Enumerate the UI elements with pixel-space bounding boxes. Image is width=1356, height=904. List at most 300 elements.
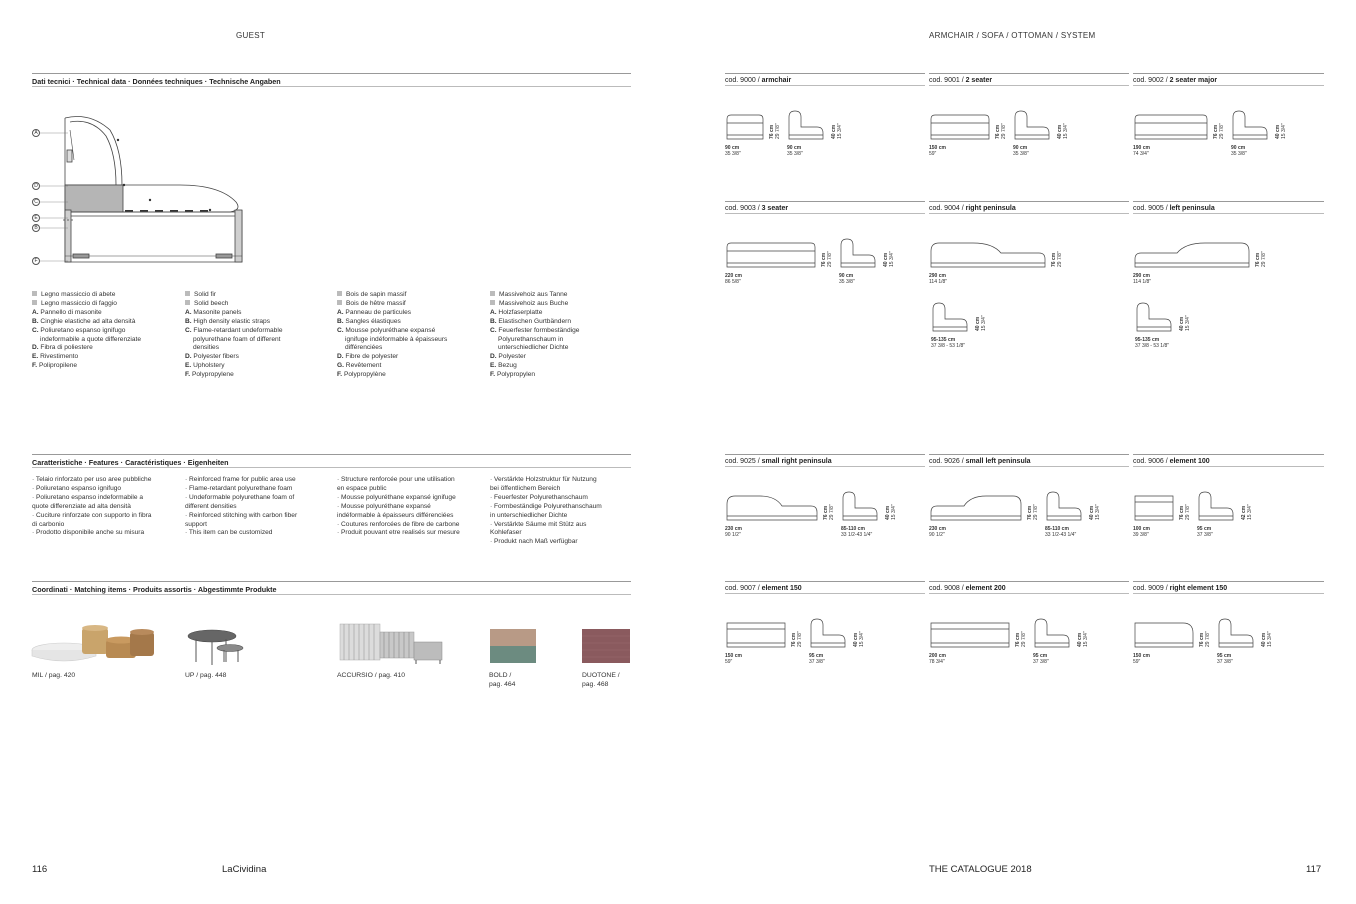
component-text: Holzfaserplatte [496,308,543,316]
component-text: Polypropylène [342,371,386,379]
feature-line: · Mousse polyuréthane expansé [337,502,431,510]
technical-data-line [32,291,141,300]
product-code-number: cod. 9007 / [725,585,762,592]
product-name: small right peninsula [761,458,832,465]
depth-inches: 37 3/8" [809,659,825,665]
component-text: High density elastic straps [191,317,271,325]
product-name: 2 seater major [1169,77,1218,84]
component-text: unterschiedlicher Dichte [498,344,569,352]
width-cm: 290 cm [929,273,946,279]
matching-item-label[interactable]: ACCURSIO / pag. 410 [337,672,405,679]
width-inches: 35 3/8" [725,151,741,157]
width-cm: 90 cm [725,145,740,151]
product-code [929,77,992,84]
feature-line: di carbonio [32,520,65,528]
sofa-outline-drawing [1133,237,1251,269]
depth-cm: 95-135 cm [1135,337,1160,343]
feature-line: · Poliuretano espanso indeformabile a [32,493,144,501]
technical-data-line [490,300,579,309]
component-text: Massivehoiz aus Buche [499,299,569,307]
width-inches: 39 3/8" [1133,532,1149,538]
left-page-header: GUEST [236,31,266,40]
width-cm: 190 cm [1133,145,1150,151]
width-cm: 150 cm [1133,653,1150,659]
component-text: Panneau de particules [343,308,412,316]
product-code [929,205,1016,212]
component-text: Masonite panels [191,308,242,316]
height-dimension [1051,251,1063,267]
height-cm: 76 cm [821,252,827,267]
component-text: Bezug [496,362,517,370]
technical-data-line [337,300,447,309]
component-key: G. [337,362,344,370]
feature-line: Kohlefaser [490,529,522,537]
width-inches: 86 5/8" [725,279,741,285]
feature-line: · Produkt nach Maß verfügbar [490,538,578,546]
width-dimension [725,145,741,157]
component-text: polyurethane foam of different [193,335,281,343]
feature-line: · Flame-retardant polyurethane foam [185,484,293,492]
technical-data-line [32,309,141,318]
depth-cm: 90 cm [1013,145,1028,151]
height-cm: 76 cm [1199,632,1205,647]
seat-height-cm: 40 cm [885,505,891,520]
catalogue-title: THE CATALOGUE 2018 [929,864,1032,875]
divider [1133,85,1324,86]
product-code [929,458,1031,465]
marker-e: E [32,214,40,222]
technical-data-line [337,353,447,362]
component-text: Poliuretano espanso ignifugo [38,326,126,334]
matching-item-label[interactable] [489,671,515,689]
technical-data-column [337,291,447,380]
divider [725,466,925,467]
sofa-outline-drawing [809,617,849,649]
component-key: D. [185,353,192,361]
height-cm: 76 cm [995,124,1001,139]
depth-dimension [1197,526,1213,538]
product-code-number: cod. 9008 / [929,585,966,592]
depth-inches: 37 3/8" [1217,659,1233,665]
component-text: Feuerfester formbeständige [496,326,580,334]
sofa-outline-drawing [1135,301,1175,333]
divider [929,581,1129,582]
product-code-number: cod. 9002 / [1133,77,1170,84]
depth-dimension [787,145,803,157]
seat-height-cm: 40 cm [1179,316,1185,331]
width-inches: 90 1/2" [929,532,945,538]
component-key: F. [337,371,343,379]
width-cm: 220 cm [725,273,742,279]
divider [725,73,925,74]
technical-data-line [490,353,579,362]
height-cm: 76 cm [1213,124,1219,139]
height-inches: 29 7/8" [1205,631,1211,647]
depth-inches: 33 1/2-43 1/4" [1045,532,1077,538]
sofa-outline-drawing [1133,109,1209,141]
product-name: left peninsula [1169,205,1215,212]
bold-product-image [489,628,537,664]
component-text: ignifuge indéformable à épaisseurs [345,335,448,343]
feature-line: · Formbeständige Polyurethanschaum [490,502,602,510]
product-code [929,585,1006,592]
component-text: Polyester fibers [191,353,239,361]
height-cm: 76 cm [1255,252,1261,267]
divider [725,581,925,582]
component-key: D. [32,344,39,352]
product-code [725,458,832,465]
seat-height-inches: 15 3/4" [1267,631,1273,647]
feature-line: · Produit pouvant etre realisés sur mesure [337,529,460,537]
seat-height-cm: 40 cm [853,632,859,647]
depth-inches: 37 3/8" [1197,532,1213,538]
depth-cm: 95-135 cm [931,337,956,343]
technical-data-line [185,371,283,380]
material-swatch-icon [490,291,495,296]
height-inches: 29 7/8" [827,251,833,267]
accursio-product-image [336,620,446,666]
matching-items-title: Coordinati · Matching items · Produits assortis · Abgestimmte Produkte [32,585,277,594]
seat-height-inches: 15 3/4" [1063,123,1069,139]
divider [32,467,631,468]
seat-height-inches: 15 3/4" [889,251,895,267]
technical-data-line [185,353,283,362]
divider [929,466,1129,467]
product-code [1133,77,1217,84]
depth-cm: 90 cm [1231,145,1246,151]
seat-height-inches: 15 3/4" [1185,315,1191,331]
technical-data-line [490,327,579,336]
technical-data-column [490,291,579,380]
depth-dimension [1135,337,1169,349]
material-swatch-icon [337,291,342,296]
depth-cm: 95 cm [1033,653,1048,659]
divider [1133,581,1324,582]
divider [1133,213,1324,214]
width-dimension [1133,273,1151,285]
feature-line: · Feuerfester Polyurethanschaum [490,493,588,501]
divider [929,85,1129,86]
seat-height-dimension [1089,504,1101,520]
component-key: E. [490,362,497,370]
divider [929,213,1129,214]
height-inches: 29 7/8" [1057,251,1063,267]
component-text: différenciées [345,344,383,352]
technical-data-line [32,318,141,327]
seat-height-cm: 40 cm [975,316,981,331]
height-dimension [1255,251,1267,267]
component-text: Bois de sapin massif [346,291,407,298]
feature-line: in unterschiedlicher Dichte [490,511,568,519]
matching-item-label-line2: pag. 468 [582,681,609,688]
component-text: Polipropilene [37,362,78,370]
product-name: 2 seater [965,77,993,84]
seat-height-dimension [853,631,865,647]
depth-dimension [1033,653,1049,665]
product-name: 3 seater [761,205,789,212]
technical-data-line [337,362,447,371]
marker-f: F [32,257,40,265]
seat-height-inches: 15 3/4" [859,631,865,647]
right-page-header: ARMCHAIR / SOFA / OTTOMAN / SYSTEM [929,31,1096,40]
component-text: Bois de hêtre massif [346,299,406,307]
technical-data-title: Dati tecnici · Technical data · Données techniques · Technische Angaben [32,77,281,86]
component-text: Polyester [496,353,526,361]
height-dimension [1027,504,1039,520]
matching-item-label[interactable]: UP / pag. 448 [185,672,227,679]
width-cm: 230 cm [725,526,742,532]
width-inches: 74 3/4" [1133,151,1149,157]
matching-item-label[interactable]: MIL / pag. 420 [32,672,76,679]
product-name: right peninsula [965,205,1016,212]
height-inches: 29 7/8" [1021,631,1027,647]
component-text: Solid fir [194,291,216,298]
component-key: A. [490,308,497,316]
depth-inches: 37 3/8" [1033,659,1049,665]
height-inches: 29 7/8" [797,631,803,647]
width-dimension [725,653,742,665]
technical-data-line [490,362,579,371]
component-key: B. [490,317,497,325]
component-key: B. [185,317,192,325]
depth-dimension [1217,653,1233,665]
sofa-outline-drawing [725,237,817,269]
seat-height-inches: 15 3/4" [891,504,897,520]
depth-inches: 35 3/8" [839,279,855,285]
sofa-outline-drawing [1033,617,1073,649]
matching-item-label-line1: BOLD / [489,672,512,679]
product-code-number: cod. 9003 / [725,205,762,212]
sofa-outline-drawing [839,237,879,269]
product-name: right element 150 [1169,585,1228,592]
technical-data-line [185,318,283,327]
seat-height-inches: 15 3/4" [1095,504,1101,520]
seat-height-inches: 15 3/4" [981,315,987,331]
seat-height-cm: 40 cm [831,124,837,139]
seat-height-inches: 15 3/4" [1083,631,1089,647]
technical-data-line [32,362,141,371]
height-dimension [1015,631,1027,647]
width-inches: 114 1/8" [1133,279,1152,285]
right-page-number: 117 [1306,864,1322,875]
width-inches: 59" [1133,659,1141,665]
component-text: densities [193,344,220,352]
technical-data-line [490,344,579,353]
divider [1133,593,1324,594]
duotone-product-image [581,628,631,664]
component-text: Sangles élastiques [343,317,401,325]
width-inches: 114 1/8" [929,279,948,285]
feature-line: · Verstärkte Holzstruktur für Nutzung [490,476,597,483]
width-dimension [929,526,946,538]
matching-item-label-line2: pag. 464 [489,681,516,688]
divider [1133,466,1324,467]
material-swatch-icon [185,291,190,296]
product-code-number: cod. 9025 / [725,458,762,465]
marker-b: B [32,224,40,232]
product-code [725,77,791,84]
height-cm: 76 cm [791,632,797,647]
component-key: B. [337,317,344,325]
height-dimension [1213,123,1225,139]
features-column [185,476,297,538]
feature-line: · Mousse polyuréthane expansé ignifuge [337,493,456,501]
height-cm: 76 cm [1015,632,1021,647]
technical-data-line [32,300,141,309]
technical-data-line [337,336,447,345]
component-text: Fibre de polyester [343,353,399,361]
sofa-outline-drawing [1133,490,1175,522]
width-cm: 230 cm [929,526,946,532]
matching-item-label[interactable] [582,671,620,689]
sofa-outline-drawing [1231,109,1271,141]
depth-dimension [1045,526,1076,538]
width-inches: 59" [725,659,733,665]
material-swatch-icon [32,291,37,296]
component-text: Revêtement [343,362,382,370]
height-inches: 29 7/8" [1219,123,1225,139]
seat-height-cm: 40 cm [1057,124,1063,139]
matching-item-label-line1: DUOTONE / [582,672,620,679]
width-inches: 78 3/4" [929,659,945,665]
product-name: element 200 [965,585,1006,592]
material-swatch-icon [337,300,342,305]
height-cm: 76 cm [1179,505,1185,520]
product-code [725,585,802,592]
width-dimension [725,526,742,538]
height-inches: 29 7/8" [1033,504,1039,520]
sofa-outline-drawing [725,109,765,141]
height-dimension [995,123,1007,139]
component-text: Elastischen Gurtbändern [496,317,571,325]
left-page-number: 116 [32,864,48,875]
divider [32,86,631,87]
divider [725,593,925,594]
technical-data-line [490,318,579,327]
technical-data-line [32,336,141,345]
width-inches: 59" [929,151,937,157]
depth-inches: 37 3/8 - 53 1/8" [1135,343,1170,349]
sofa-outline-drawing [787,109,827,141]
height-inches: 29 7/8" [775,123,781,139]
width-cm: 150 cm [725,653,742,659]
technical-data-line [185,362,283,371]
features-column [32,476,151,538]
technical-data-line [185,300,283,309]
feature-line: · Coutures renforcées de fibre de carbone [337,520,460,528]
marker-a: A [32,129,40,137]
divider [725,201,925,202]
component-key: E. [32,353,39,361]
width-dimension [1133,145,1150,157]
width-cm: 200 cm [929,653,946,659]
height-cm: 76 cm [823,505,829,520]
seat-height-cm: 40 cm [1089,505,1095,520]
material-swatch-icon [32,300,37,305]
seat-height-dimension [1077,631,1089,647]
sofa-outline-drawing [931,301,971,333]
product-code-number: cod. 9009 / [1133,585,1170,592]
component-key: C. [490,326,497,334]
marker-d: D [32,182,40,190]
product-code [725,205,788,212]
component-key: D. [337,353,344,361]
divider [929,201,1129,202]
height-inches: 29 7/8" [1001,123,1007,139]
divider [929,454,1129,455]
component-text: Rivestimento [38,353,79,361]
depth-inches: 33 1/2-43 1/4" [841,532,873,538]
feature-line: · Poliuretano espanso ignifugo [32,484,122,492]
divider [929,593,1129,594]
depth-inches: 37 3/8 - 53 1/8" [931,343,966,349]
seat-height-inches: 15 3/4" [837,123,843,139]
height-cm: 76 cm [1027,505,1033,520]
feature-line: · Reinforced stitching with carbon fiber [185,511,298,519]
depth-cm: 85-110 cm [841,526,865,532]
width-dimension [725,273,742,285]
seat-height-cm: 40 cm [1275,124,1281,139]
seat-height-dimension [1179,315,1191,331]
features-title: Caratteristiche · Features · Caractéristiques · Eigenheiten [32,458,229,467]
feature-line: · Verstärkte Säume mit Stütz aus [490,520,587,528]
feature-line: · Prodotto disponibile anche su misura [32,529,145,537]
component-text: Massivehoiz aus Tanne [499,291,568,298]
technical-data-line [337,371,447,380]
component-text: Fibra di poliestere [38,344,93,352]
technical-data-line [337,344,447,353]
component-text: indeformabile a quote differenziate [40,335,142,343]
technical-data-line [185,291,283,300]
depth-cm: 90 cm [839,273,854,279]
seat-height-dimension [1057,123,1069,139]
sofa-outline-drawing [1197,490,1237,522]
component-key: B. [32,317,39,325]
width-cm: 100 cm [1133,526,1150,532]
technical-data-line [32,344,141,353]
material-swatch-icon [185,300,190,305]
seat-height-dimension [1261,631,1273,647]
depth-cm: 85-110 cm [1045,526,1069,532]
sofa-outline-drawing [725,490,819,522]
sofa-outline-drawing [929,109,991,141]
seat-height-dimension [831,123,843,139]
width-dimension [929,653,946,665]
technical-data-line [337,327,447,336]
depth-inches: 35 3/8" [1231,151,1247,157]
seat-height-cm: 40 cm [1261,632,1267,647]
feature-line: support [185,520,207,528]
technical-data-line [490,309,579,318]
depth-dimension [1013,145,1029,157]
product-code-number: cod. 9000 / [725,77,762,84]
depth-dimension [839,273,855,285]
divider [32,594,631,595]
seat-height-cm: 42 cm [1241,505,1247,520]
sofa-outline-drawing [1217,617,1257,649]
component-key: E. [185,362,192,370]
component-text: Pannello di masonite [38,308,102,316]
component-text: Legno massiccio di faggio [41,299,117,307]
product-name: element 100 [1169,458,1210,465]
height-dimension [823,504,835,520]
material-swatch-icon [490,300,495,305]
sofa-outline-drawing [1045,490,1085,522]
component-text: Upholstery [191,362,225,370]
technical-data-line [490,371,579,380]
component-key: F. [32,362,38,370]
divider [1133,454,1324,455]
